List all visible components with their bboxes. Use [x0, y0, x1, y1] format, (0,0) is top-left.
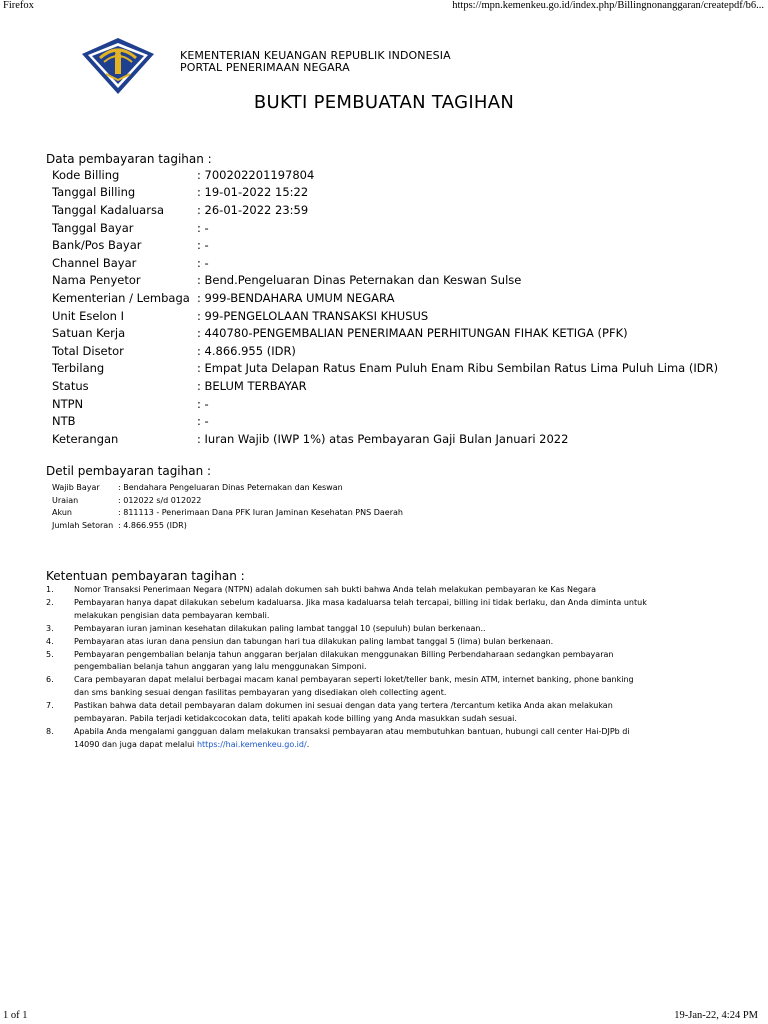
terms-heading: Ketentuan pembayaran tagihan : — [46, 569, 245, 583]
terms-item — [0, 649, 650, 675]
field-label: Unit Eselon I — [52, 308, 124, 323]
terms-item-number: 5. — [46, 649, 54, 659]
terms-item-suffix: . — [306, 739, 310, 749]
field-value: : BELUM TERBAYAR — [197, 378, 307, 393]
field-label: Total Disetor — [52, 343, 124, 358]
field-row — [52, 289, 718, 307]
field-row — [52, 219, 718, 237]
field-value: : Empat Juta Delapan Ratus Enam Puluh Enam Ribu Sembilan Ratus Lima Puluh Lima (IDR) — [197, 361, 719, 376]
terms-item — [0, 700, 650, 726]
field-row — [52, 166, 718, 184]
field-value: : - — [197, 255, 209, 270]
terms-item-text: Cara pembayaran dapat melalui berbagai macam kanal pembayaran seperti loket/teller bank, mesin ATM, internet banking, phone banking dan sms banking sesuai dengan fasilitas pembayaran yang disediakan oleh collecting agent. — [74, 675, 634, 698]
terms-item — [0, 584, 650, 597]
print-datetime: 19-Jan-22, 4:24 PM — [674, 1010, 758, 1021]
field-row — [52, 377, 718, 395]
field-value: : - — [197, 414, 209, 429]
field-row — [52, 272, 718, 290]
terms-item-text: Pembayaran pengembalian belanja tahun anggaran berjalan dilakukan menggunakan Billing Perbendaharaan sedangkan pembayaran pengembalian belanja tahun anggaran yang lalu menggunakan Simponi. — [74, 649, 614, 672]
field-row — [52, 430, 718, 448]
detail-label: Jumlah Setoran — [52, 520, 114, 530]
field-label: NTB — [52, 414, 76, 429]
terms-item — [0, 636, 650, 649]
field-row — [52, 307, 718, 325]
field-label: Tanggal Billing — [52, 185, 136, 200]
terms-item — [0, 674, 650, 700]
detail-value: : Bendahara Pengeluaran Dinas Peternakan dan Keswan — [118, 482, 343, 492]
field-label: Terbilang — [52, 361, 105, 376]
terms-item-number: 1. — [46, 585, 54, 594]
document-title: BUKTI PEMBUATAN TAGIHAN — [253, 92, 515, 113]
detail-row — [52, 519, 403, 532]
terms-item-number: 8. — [46, 726, 54, 736]
terms-item-text: Apabila Anda mengalami gangguan dalam melakukan transaksi pembayaran atau membutuhkan bantuan, hubungi call center Hai-DJPb di 14090 dan juga dapat melalui — [74, 726, 630, 749]
field-value: : 700202201197804 — [197, 167, 315, 182]
field-label: Tanggal Bayar — [52, 220, 134, 235]
field-row — [52, 201, 718, 219]
print-footer — [0, 1008, 768, 1024]
field-label: Channel Bayar — [52, 255, 137, 270]
field-label: Kementerian / Lembaga — [52, 290, 190, 305]
field-row — [52, 395, 718, 413]
terms-item-text: Nomor Transaksi Penerimaan Negara (NTPN) adalah dokumen sah bukti bahwa Anda telah melakukan pembayaran ke Kas Negara — [74, 585, 597, 594]
field-row — [52, 412, 718, 430]
terms-item-text: Pembayaran hanya dapat dilakukan sebelum kadaluarsa. Jika masa kadaluarsa telah tercapai, billing ini tidak berlaku, dan Anda diminta untuk melakukan pengisian data pembayaran kembali. — [74, 597, 647, 620]
field-label: Kode Billing — [52, 167, 120, 182]
detail-row — [52, 506, 403, 519]
field-row — [52, 342, 718, 360]
field-value: : - — [197, 220, 209, 235]
terms-item-text: Pastikan bahwa data detail pembayaran dalam dokumen ini sesuai dengan data yang tertera /tercantum ketika Anda akan melakukan pembayaran. Pabila terjadi ketidakcocokan data, teliti apakah kode billing yang Anda masukkan sudah sesuai. — [74, 701, 613, 724]
detail-label: Akun — [52, 508, 72, 518]
portal-name: PORTAL PENERIMAAN NEGARA — [180, 61, 350, 74]
print-url: https://mpn.kemenkeu.go.id/index.php/Billingnonanggaran/createpdf/b6... — [452, 0, 764, 11]
field-value: : - — [197, 238, 209, 253]
payment-data-table — [52, 166, 718, 448]
terms-item-number: 3. — [46, 623, 54, 633]
terms-item — [0, 623, 650, 636]
field-value: : 19-01-2022 15:22 — [197, 185, 309, 200]
page-indicator: 1 of 1 — [3, 1010, 28, 1021]
field-value: : Bend.Pengeluaran Dinas Peternakan dan Keswan Sulse — [197, 273, 522, 288]
field-label: Bank/Pos Bayar — [52, 238, 142, 253]
terms-item-number: 6. — [46, 675, 54, 685]
payment-data-heading: Data pembayaran tagihan : — [46, 152, 212, 166]
kemenkeu-logo — [78, 36, 158, 96]
detail-row — [52, 481, 403, 494]
detail-label: Uraian — [52, 495, 79, 505]
print-header — [0, 0, 768, 14]
field-label: Status — [52, 378, 89, 393]
help-link[interactable]: https://hai.kemenkeu.go.id/ — [196, 739, 307, 749]
org-header — [180, 50, 451, 74]
field-row — [52, 360, 718, 378]
terms-item-number: 2. — [46, 597, 54, 607]
terms-item — [0, 726, 650, 752]
field-row — [52, 184, 718, 202]
field-label: Keterangan — [52, 431, 119, 446]
field-value: : 4.866.955 (IDR) — [197, 343, 296, 358]
terms-list — [0, 584, 650, 752]
field-label: Nama Penyetor — [52, 273, 141, 288]
terms-item-number: 7. — [46, 701, 54, 711]
field-value: : 999-BENDAHARA UMUM NEGARA — [197, 290, 395, 305]
detail-row — [52, 494, 403, 507]
field-label: Satuan Kerja — [52, 326, 126, 341]
field-value: : 99-PENGELOLAAN TRANSAKSI KHUSUS — [197, 308, 429, 323]
field-label: Tanggal Kadaluarsa — [52, 202, 164, 217]
detail-value: : 4.866.955 (IDR) — [118, 520, 187, 530]
payment-detail-heading: Detil pembayaran tagihan : — [46, 464, 212, 478]
terms-item-text: Pembayaran atas iuran dana pensiun dan tabungan hari tua dilakukan paling lambat tanggal 5 (lima) bulan berkenaan. — [74, 636, 554, 646]
detail-value: : 811113 - Penerimaan Dana PFK Iuran Jaminan Kesehatan PNS Daerah — [118, 508, 403, 518]
field-value: : - — [197, 396, 209, 411]
terms-item — [0, 597, 650, 623]
field-row — [52, 236, 718, 254]
field-label: NTPN — [52, 396, 84, 411]
detail-value: : 012022 s/d 012022 — [118, 495, 202, 505]
terms-item-number: 4. — [46, 636, 54, 646]
field-row — [52, 324, 718, 342]
field-row — [52, 254, 718, 272]
field-value: : 440780-PENGEMBALIAN PENERIMAAN PERHITUNGAN FIHAK KETIGA (PFK) — [197, 326, 628, 341]
detail-label: Wajib Bayar — [52, 482, 100, 492]
print-app-name: Firefox — [3, 0, 34, 11]
field-value: : 26-01-2022 23:59 — [197, 202, 309, 217]
org-name: KEMENTERIAN KEUANGAN REPUBLIK INDONESIA — [180, 49, 451, 62]
terms-item-text: Pembayaran iuran jaminan kesehatan dilakukan paling lambat tanggal 10 (sepuluh) bulan berkenaan.. — [74, 623, 486, 633]
payment-detail-table — [52, 481, 403, 532]
field-value: : Iuran Wajib (IWP 1%) atas Pembayaran Gaji Bulan Januari 2022 — [197, 431, 569, 446]
